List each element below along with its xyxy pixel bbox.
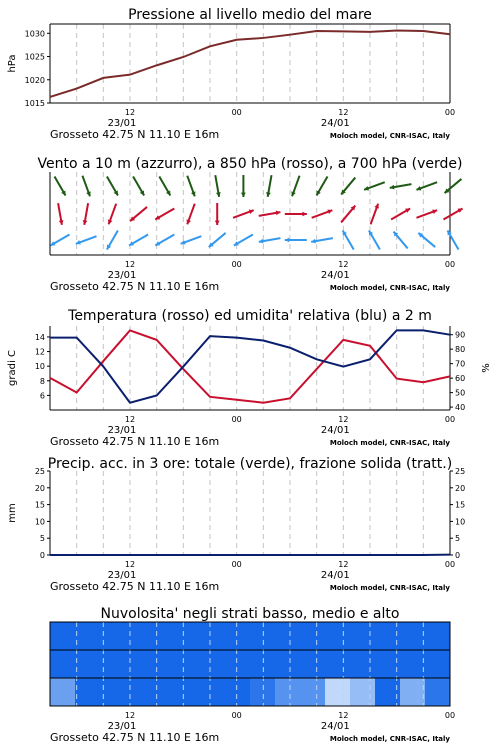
y-tick-label-right: 60: [455, 374, 466, 384]
cloud-cell: [425, 622, 451, 651]
model-credit: Moloch model, CNR-ISAC, Italy: [329, 584, 450, 592]
y-tick-label-right: 50: [455, 388, 466, 398]
model-credit: Moloch model, CNR-ISAC, Italy: [329, 439, 450, 447]
x-tick-label: 12: [338, 711, 349, 720]
y-axis-label: gradi C: [7, 350, 18, 386]
y-tick-label: 8: [39, 376, 45, 386]
cloud-cell: [125, 678, 151, 707]
pressure-line: [50, 31, 450, 97]
cloud-cell: [400, 650, 426, 679]
day-label: 24/01: [320, 118, 350, 129]
model-credit: Moloch model, CNR-ISAC, Italy: [329, 284, 450, 292]
chart-title: Nuvolosita' negli strati basso, medio e alto: [100, 606, 400, 622]
x-tick-label: 12: [124, 108, 136, 117]
cloud-cell: [150, 678, 176, 707]
y-tick-label-right: 15: [455, 500, 466, 510]
chart-title: Temperatura (rosso) ed umidita' relativa (blu) a 2 m: [68, 308, 432, 324]
cloud-cell: [75, 650, 101, 679]
day-label: 24/01: [320, 270, 350, 281]
day-label: 23/01: [107, 721, 137, 732]
chart-title: Vento a 10 m (azzurro), a 850 hPa (rosso), a 700 hPa (verde): [37, 156, 463, 172]
y-tick-label-right: 5: [455, 534, 461, 544]
cloud-cell: [125, 650, 151, 679]
cloud-cell: [125, 622, 151, 651]
temperature-panel: [7, 308, 492, 448]
cloud-cell: [300, 678, 326, 707]
y-tick-label: 1015: [24, 99, 45, 108]
cloud-cell: [75, 678, 101, 707]
cloud-cell: [150, 622, 176, 651]
cloud-cell: [100, 678, 126, 707]
y-tick-label: 5: [39, 534, 45, 544]
y-tick-label: 6: [39, 391, 45, 401]
y-tick-label-right: 80: [455, 345, 466, 355]
y-axis-label: mm: [7, 503, 18, 523]
y-axis-label-right: %: [481, 363, 492, 373]
x-tick-label: 12: [124, 260, 136, 269]
location-label: Grosseto 42.75 N 11.10 E 16m: [50, 435, 220, 448]
wind-panel: [37, 156, 462, 293]
cloud-cell: [275, 650, 301, 679]
day-label: 23/01: [107, 270, 137, 281]
y-tick-label: 1025: [24, 52, 45, 62]
day-label: 24/01: [320, 721, 350, 732]
x-tick-label: 12: [124, 560, 136, 569]
y-tick-label: 1030: [24, 29, 45, 39]
y-tick-label-right: 70: [455, 359, 466, 369]
y-tick-label: 15: [34, 500, 45, 510]
precipitation-panel: [7, 456, 465, 593]
day-label: 23/01: [107, 425, 137, 436]
cloud-cell: [250, 622, 276, 651]
x-tick-label: 12: [124, 415, 136, 424]
cloud-cell: [100, 650, 126, 679]
cloud-cell: [225, 678, 251, 707]
cloud-cell: [275, 622, 301, 651]
x-tick-label: 00: [444, 560, 456, 569]
cloud-cell: [350, 678, 376, 707]
chart-title: Precip. acc. in 3 ore: totale (verde), frazione solida (tratt.): [47, 456, 453, 472]
cloud-cell: [350, 650, 376, 679]
cloud-cell: [325, 622, 351, 651]
cloud-cell: [250, 678, 276, 707]
cloud-cell: [200, 678, 226, 707]
cloud-cell: [150, 650, 176, 679]
cloud-cell: [425, 650, 451, 679]
y-tick-label-right: 40: [455, 403, 466, 413]
x-tick-label: 00: [231, 711, 242, 720]
cloud-cell: [50, 678, 76, 707]
y-tick-label-right: 0: [455, 551, 461, 560]
cloud-cell: [425, 678, 451, 707]
cloud-cell: [275, 678, 301, 707]
y-tick-label: 1020: [24, 75, 45, 85]
wind-arrow-head: [215, 221, 220, 225]
x-tick-label: 12: [338, 560, 349, 569]
wind-arrow-head: [302, 212, 306, 217]
y-tick-label: 0: [39, 551, 45, 560]
cloud-cell: [200, 622, 226, 651]
y-tick-label-right: 25: [455, 467, 466, 476]
cloud-cell: [175, 622, 201, 651]
temperature-line: [50, 330, 450, 402]
y-tick-label: 25: [34, 467, 45, 476]
x-tick-label: 00: [231, 108, 242, 117]
x-tick-label: 00: [231, 415, 242, 424]
cloud-cell: [250, 650, 276, 679]
chart-title: Pressione al livello medio del mare: [128, 7, 372, 23]
y-tick-label: 20: [34, 483, 45, 493]
y-tick-label: 10: [34, 362, 45, 372]
day-label: 24/01: [320, 570, 350, 581]
location-label: Grosseto 42.75 N 11.10 E 16m: [50, 580, 220, 593]
x-tick-label: 12: [338, 260, 349, 269]
cloud-cell: [325, 678, 351, 707]
cloud-cell: [400, 678, 426, 707]
y-tick-label-right: 10: [455, 517, 466, 527]
cloud-cell: [100, 622, 126, 651]
cloud-cell: [50, 622, 76, 651]
cloud-cell: [350, 622, 376, 651]
location-label: Grosseto 42.75 N 11.10 E 16m: [50, 731, 220, 744]
y-axis-label: hPa: [7, 54, 18, 73]
cloud-cell: [400, 622, 426, 651]
x-tick-label: 00: [444, 711, 456, 720]
cloud-cell: [375, 678, 401, 707]
location-label: Grosseto 42.75 N 11.10 E 16m: [50, 280, 220, 293]
x-tick-label: 00: [444, 108, 456, 117]
cloud-cell: [175, 678, 201, 707]
day-label: 24/01: [320, 425, 350, 436]
wind-arrow-head: [285, 238, 289, 243]
location-label: Grosseto 42.75 N 11.10 E 16m: [50, 128, 220, 141]
model-credit: Moloch model, CNR-ISAC, Italy: [329, 735, 450, 743]
x-tick-label: 00: [444, 260, 456, 269]
cloud-panel: [50, 606, 455, 744]
cloud-cell: [50, 650, 76, 679]
pressure-panel: [7, 7, 455, 141]
day-label: 23/01: [107, 570, 137, 581]
cloud-cell: [225, 622, 251, 651]
cloud-cell: [200, 650, 226, 679]
cloud-cell: [325, 650, 351, 679]
x-tick-label: 12: [338, 108, 349, 117]
y-tick-label-right: 20: [455, 483, 466, 493]
cloud-cell: [75, 622, 101, 651]
cloud-cell: [375, 650, 401, 679]
cloud-cell: [175, 650, 201, 679]
cloud-cell: [225, 650, 251, 679]
y-tick-label-right: 90: [455, 330, 466, 340]
y-tick-label: 10: [34, 517, 45, 527]
x-tick-label: 00: [231, 560, 242, 569]
y-tick-label: 12: [34, 347, 45, 357]
humidity-line: [50, 330, 450, 402]
x-tick-label: 00: [231, 260, 242, 269]
model-credit: Moloch model, CNR-ISAC, Italy: [329, 132, 450, 140]
x-tick-label: 00: [444, 415, 456, 424]
cloud-cell: [300, 650, 326, 679]
x-tick-label: 12: [338, 415, 349, 424]
wind-arrow-head: [241, 193, 246, 197]
day-label: 23/01: [107, 118, 137, 129]
x-tick-label: 12: [124, 711, 136, 720]
cloud-cell: [300, 622, 326, 651]
y-tick-label: 14: [34, 332, 45, 342]
